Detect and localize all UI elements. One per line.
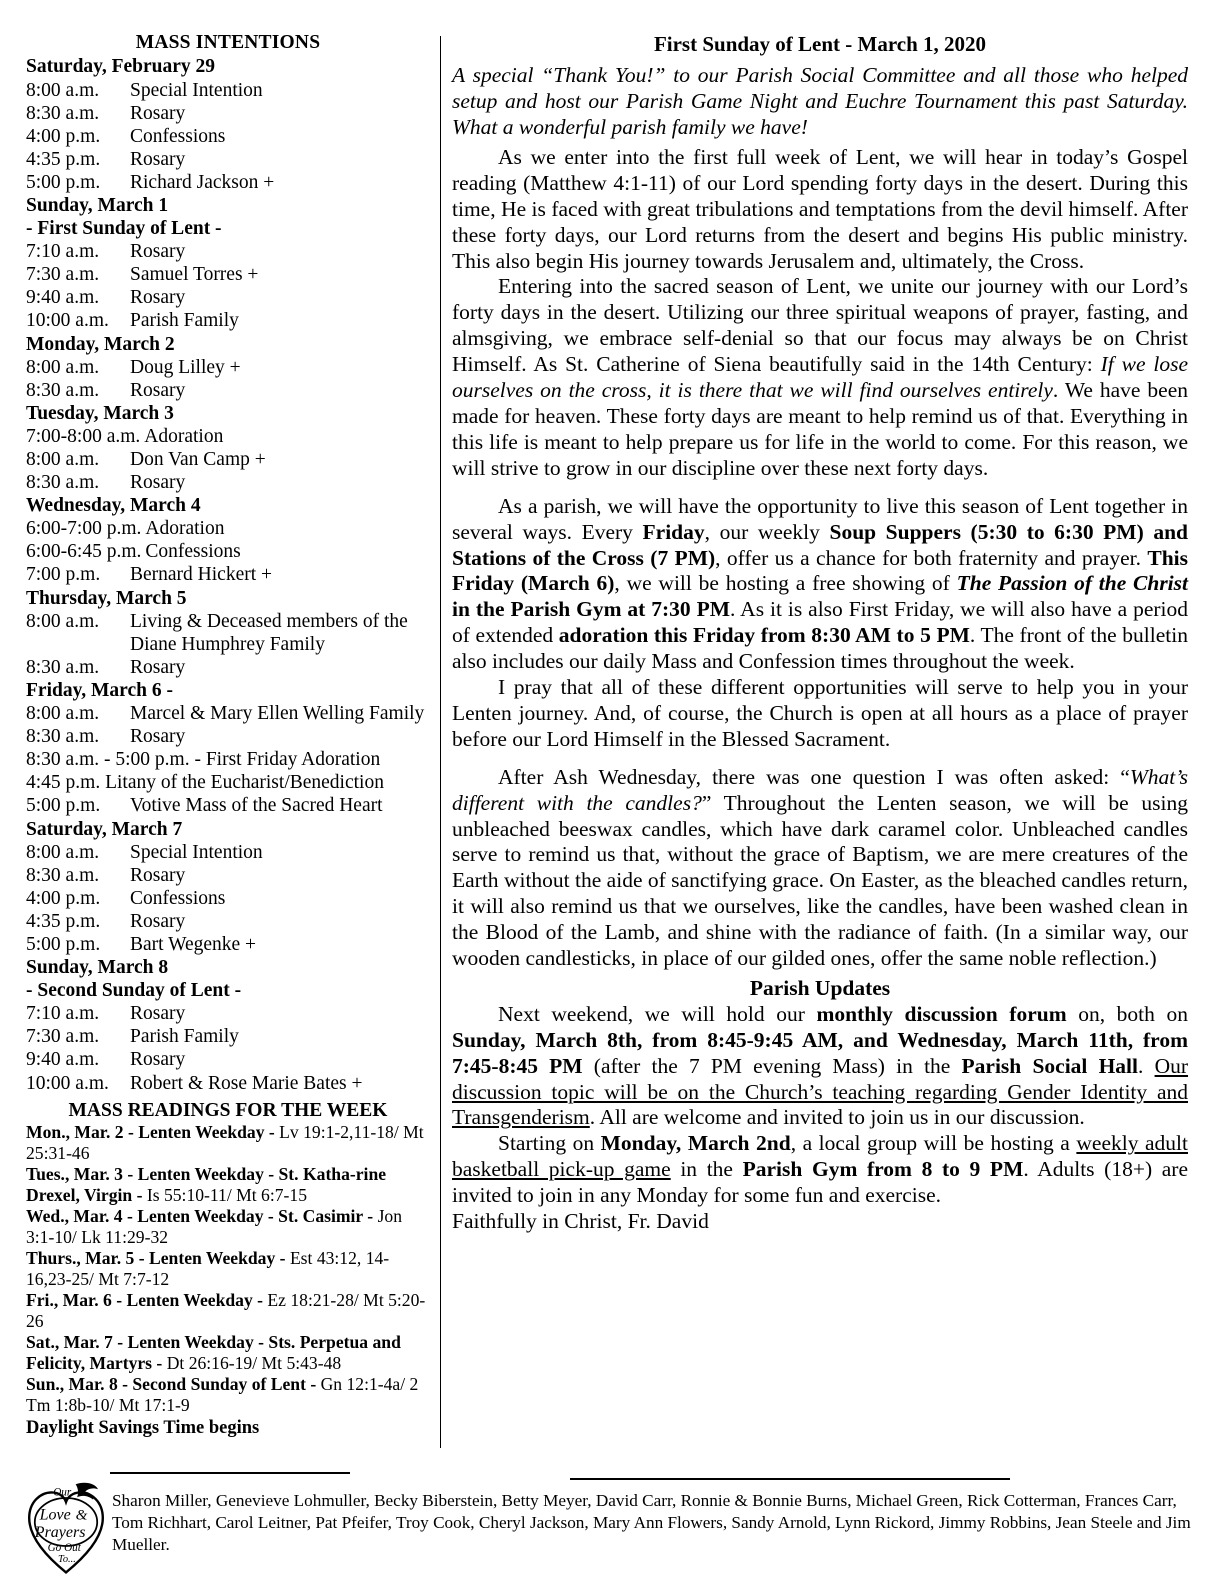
mass-intention-row xyxy=(26,1002,430,1025)
mass-intention-day-subtitle: - First Sunday of Lent - xyxy=(26,218,222,240)
para7-t1: Starting on xyxy=(498,1131,601,1156)
mass-intention-row xyxy=(26,563,430,586)
mass-reading-item xyxy=(26,1332,430,1374)
mass-intention-description: Adoration xyxy=(145,518,225,540)
para6-t3: (after the 7 PM evening Mass) in the xyxy=(582,1053,962,1078)
mass-intention-time: 5:00 p.m. xyxy=(26,933,101,955)
mass-intention-row xyxy=(26,356,430,379)
mass-reading-label: Tues., Mar. 3 - Lenten Weekday - St. Katha-rine Drexel, Virgin - xyxy=(26,1164,387,1206)
para7-gym-bold: Parish Gym from 8 to 9 PM xyxy=(742,1157,1024,1182)
mass-intention-row xyxy=(26,887,430,910)
daylight-savings-note: Daylight Savings Time begins xyxy=(26,1418,260,1439)
para3-friday-bold: Friday xyxy=(642,519,705,544)
logo-line-5: To... xyxy=(58,1554,76,1565)
para3-t2: , our weekly xyxy=(704,519,830,544)
mass-intention-day-heading: Wednesday, March 4 xyxy=(26,495,201,517)
footer-rule-left xyxy=(110,1472,350,1474)
mass-intention-description: Robert & Rose Marie Bates + xyxy=(130,1072,363,1094)
para3-t3: , offer us a chance for both fraternity and prayer. xyxy=(715,545,1148,570)
paragraph-gospel-reading: As we enter into the first full week of Lent, we will hear in today’s Gospel reading (Matthew 4:1-11) of our Lord spending forty days in the desert. During this time, He is faced with great tribulations and temptations from the devil himself. After these forty days, our Lord returns from the desert and begins His public ministry. This also begin His journey towards Jerusalem and, ultimately, the Cross. xyxy=(452,144,1188,273)
para6-dates-bold: Sunday, March 8th, from 8:45-9:45 AM, and Wednesday, March 11th, from 7:45-8:45 PM xyxy=(452,1027,1188,1078)
para7-t2: , a local group will be hosting a xyxy=(790,1131,1077,1156)
mass-intention-day-heading: Friday, March 6 - xyxy=(26,679,173,701)
mass-intention-description: Special Intention xyxy=(130,79,263,101)
mass-intention-time: 4:35 p.m. xyxy=(26,148,101,170)
para7-monday-bold: Monday, March 2nd xyxy=(600,1131,791,1156)
mass-intention-row xyxy=(26,448,430,471)
mass-intention-time: 8:30 a.m. xyxy=(26,864,100,886)
mass-intention-description: Special Intention xyxy=(130,841,263,863)
mass-intention-row xyxy=(26,540,430,563)
mass-intention-time: 6:00-6:45 p.m. xyxy=(26,541,142,563)
mass-reading-citation: Gn 12:1-4a/ 2 Tm 1:8b-10/ Mt 17:1-9 xyxy=(26,1374,419,1416)
para2-part1: Entering into the sacred season of Lent, we unite our journey with our Lord’s forty days in the desert. Utilizing our three spiritual weapons of prayer, fasting, and almsgiving, we embrace self-denial so that our focus may always be on Christ Himself. As St. Catherine of Siena beautifully said in the 14th Century: xyxy=(452,274,1188,377)
prayer-names-text: Sharon Miller, Genevieve Lohmuller, Becky Biberstein, Betty Meyer, David Carr, Ronnie & Bonnie Burns, Michael Green, Rick Cotterman, Frances Carr, Tom Richhart, Carol Leitner, Pat Pfeifer, Troy Cook, Cheryl Jackson, Mary Ann Flowers, Sandy Arnold, Lynn Rickord, Jimmy Robbins, Jean Steele and Jim Mueller. xyxy=(112,1491,1191,1554)
para3-t6: . The front of the bulletin also includes our daily Mass and Confession times throughout the week. xyxy=(452,623,1188,674)
signature-line: Faithfully in Christ, Fr. David xyxy=(452,1209,709,1234)
mass-intention-row xyxy=(26,286,430,309)
mass-intention-description: Rosary xyxy=(130,379,186,401)
mass-reading-citation: Est 43:12, 14-16,23-25/ Mt 7:7-12 xyxy=(26,1248,390,1290)
mass-intention-time: 8:00 a.m. xyxy=(26,610,100,632)
mass-intention-row xyxy=(26,171,430,194)
thank-you-note: A special “Thank You!” to our Parish Social Committee and all those who helped setup and host our Parish Game Night and Euchre Tournament this past Saturday. What a wonderful parish family we have! xyxy=(452,63,1188,139)
catherine-of-siena-quote: If we lose ourselves on the cross, it is there that we will find ourselves entirely xyxy=(452,352,1188,403)
mass-reading-label: Wed., Mar. 4 - Lenten Weekday - St. Casimir - xyxy=(26,1206,378,1227)
mass-intention-day-heading: Sunday, March 1 xyxy=(26,194,169,216)
mass-intention-description: Rosary xyxy=(130,1049,186,1071)
mass-intention-time: 8:30 a.m. xyxy=(26,656,100,678)
para3-adoration-bold: adoration this Friday from 8:30 AM to 5 PM xyxy=(558,623,970,648)
para3-soup-suppers-bold: Soup Suppers (5:30 to 6:30 PM) and Stations of the Cross (7 PM) xyxy=(452,519,1188,570)
mass-intention-description: Rosary xyxy=(130,148,186,170)
mass-intention-row xyxy=(26,910,430,933)
mass-intention-day-heading: Sunday, March 8 xyxy=(26,957,169,979)
mass-intention-row xyxy=(26,864,430,887)
mass-reading-citation: Lv 19:1-2,11-18/ Mt 25:31-46 xyxy=(26,1122,424,1164)
mass-intention-description: Bart Wegenke + xyxy=(130,933,257,955)
paragraph-sacred-season xyxy=(452,274,1188,481)
mass-intention-time: 10:00 a.m. xyxy=(26,1072,109,1094)
page-title: First Sunday of Lent - March 1, 2020 xyxy=(653,32,987,56)
mass-reading-label: Fri., Mar. 6 - Lenten Weekday - xyxy=(26,1290,268,1311)
mass-intention-time: 8:00 a.m. xyxy=(26,841,100,863)
right-column xyxy=(452,32,1188,1235)
mass-intention-description: Confessions xyxy=(130,887,226,909)
mass-intention-time: 4:00 p.m. xyxy=(26,887,101,909)
mass-reading-citation: Ez 18:21-28/ Mt 5:20-26 xyxy=(26,1290,426,1332)
mass-intention-row xyxy=(26,702,430,725)
logo-ampersand: & xyxy=(75,1506,88,1524)
heart-with-dove-logo xyxy=(26,1478,106,1578)
mass-intention-row xyxy=(26,471,430,494)
mass-intention-description: Rosary xyxy=(130,102,186,124)
para3-t1: As a parish, we will have the opportunity to live this season of Lent together in several ways. Every xyxy=(452,493,1188,544)
para6-social-hall-bold: Parish Social Hall xyxy=(961,1053,1138,1078)
para3-gym-time-bold: in the Parish Gym at 7:30 PM xyxy=(452,597,731,622)
mass-intention-time: 4:00 p.m. xyxy=(26,125,101,147)
mass-intention-description: Rosary xyxy=(130,864,186,886)
prayer-list-footer xyxy=(26,1478,1198,1578)
mass-intention-row xyxy=(26,933,430,956)
parish-updates-heading: Parish Updates xyxy=(749,976,891,1000)
mass-reading-label: Thurs., Mar. 5 - Lenten Weekday - xyxy=(26,1248,290,1269)
mass-intention-row xyxy=(26,79,430,102)
mass-intention-row xyxy=(26,1072,430,1095)
mass-intention-time: 7:30 a.m. xyxy=(26,1026,100,1048)
logo-line-4: Go Out xyxy=(47,1541,81,1554)
mass-intention-row xyxy=(26,794,430,817)
mass-intention-row xyxy=(26,263,430,286)
mass-intention-row xyxy=(26,656,430,679)
para7-t3: in the xyxy=(670,1157,743,1182)
mass-intention-day-heading: Saturday, March 7 xyxy=(26,818,183,840)
mass-intention-time: 7:10 a.m. xyxy=(26,1003,100,1025)
mass-intention-row xyxy=(26,725,430,748)
mass-readings-list xyxy=(26,1122,430,1416)
paragraph-prayer-wish: I pray that all of these different opportunities will serve to help you in your Lenten journey. And, of course, the Church is open at all hours as a place of prayer before our Lord Himself in the Blessed Sacrament. xyxy=(452,675,1188,751)
para6-topic-underline: Our discussion topic will be on the Church’s teaching regarding Gender Identity and Transgenderism xyxy=(452,1053,1189,1130)
mass-intention-row xyxy=(26,309,430,332)
mass-intention-description: Parish Family xyxy=(130,1026,239,1048)
mass-intention-day-subtitle: - Second Sunday of Lent - xyxy=(26,980,242,1002)
mass-intention-description: Samuel Torres + xyxy=(130,264,259,286)
mass-intention-row xyxy=(26,102,430,125)
para3-t4: , we will be hosting a free showing of xyxy=(614,571,957,596)
mass-intention-time: 4:35 p.m. xyxy=(26,910,101,932)
para6-t2: on, both on xyxy=(1066,1001,1188,1026)
mass-intention-time: 9:40 a.m. xyxy=(26,1049,100,1071)
para6-t5: . All are welcome and invited to join us in our discussion. xyxy=(589,1105,1085,1130)
logo-line-2: Love xyxy=(39,1506,71,1524)
mass-intention-time: 5:00 p.m. xyxy=(26,795,101,817)
mass-intention-description: Rosary xyxy=(130,241,186,263)
mass-reading-item xyxy=(26,1248,430,1290)
mass-reading-citation: Jon 3:1-10/ Lk 11:29-32 xyxy=(26,1206,403,1248)
mass-reading-item xyxy=(26,1164,430,1206)
mass-intention-description: Adoration xyxy=(144,425,224,447)
mass-intention-description: Votive Mass of the Sacred Heart xyxy=(130,795,383,817)
mass-intention-description: Parish Family xyxy=(130,310,239,332)
para2-part2: . We have been made for heaven. These forty days are meant to help remind us of that. Everything in this life is meant to help prepare us for life in the world to come. For this reason, we will strive to grow in our discipline over these next forty days. xyxy=(452,378,1188,480)
mass-reading-item xyxy=(26,1374,430,1416)
mass-intention-time: 7:30 a.m. xyxy=(26,264,100,286)
mass-intention-day-heading: Thursday, March 5 xyxy=(26,587,187,609)
para3-this-friday-bold: This Friday (March 6) xyxy=(452,545,1188,596)
mass-intention-description: Marcel & Mary Ellen Welling Family xyxy=(130,703,425,725)
column-divider xyxy=(440,36,441,1448)
mass-intention-description: Doug Lilley + xyxy=(130,356,241,378)
mass-intention-row xyxy=(26,748,430,771)
mass-intention-row xyxy=(26,517,430,540)
left-column xyxy=(26,32,430,1439)
mass-intention-description: Richard Jackson + xyxy=(130,171,275,193)
mass-intention-time: 8:30 a.m. xyxy=(26,102,100,124)
mass-intention-time: 4:45 p.m. Litany of the Eucharist/Benediction xyxy=(26,772,384,794)
mass-intention-description: Rosary xyxy=(130,656,186,678)
mass-reading-citation: Dt 26:16-19/ Mt 5:43-48 xyxy=(166,1353,342,1374)
mass-intention-description: Bernard Hickert + xyxy=(130,564,273,586)
mass-intention-continuation: Diane Humphrey Family xyxy=(130,633,325,655)
mass-intention-description: Confessions xyxy=(145,541,241,563)
mass-intentions-heading: MASS INTENTIONS xyxy=(135,32,321,53)
mass-intention-row xyxy=(26,771,430,794)
mass-intention-row xyxy=(26,379,430,402)
mass-intention-description: Rosary xyxy=(130,910,186,932)
mass-intention-time: 9:40 a.m. xyxy=(26,287,100,309)
mass-reading-citation: Is 55:10-11/ Mt 6:7-15 xyxy=(146,1185,307,1206)
mass-intention-description: Confessions xyxy=(130,125,226,147)
mass-reading-label: Sun., Mar. 8 - Second Sunday of Lent - xyxy=(26,1374,321,1395)
para6-t4: . xyxy=(1138,1053,1155,1078)
para5-candles-question: What’s different with the candles? xyxy=(452,764,1188,815)
mass-reading-label: Sat., Mar. 7 - Lenten Weekday - Sts. Perpetua and Felicity, Martyrs - xyxy=(26,1332,401,1374)
paragraph-lenten-opportunities xyxy=(452,494,1188,675)
paragraph-discussion-forum xyxy=(452,1002,1188,1132)
para5-t2: ” Throughout the Lenten season, we will be using unbleached beeswax candles, which have dark caramel color. Unbleached candles serve to remind us that, without the grace of Baptism, we are mere creatures of the Earth without the aide of sanctifying grace. On Easter, as the bleached candles return, it will also remind us that we ourselves, like the candles, have been washed clean in the Blood of the Lamb, and shine with the radiance of faith. (In a similar way, our wooden candlesticks, in place of our gilded ones, offer the same noble reflection.) xyxy=(452,790,1188,971)
mass-intention-time: 10:00 a.m. xyxy=(26,310,109,332)
mass-intention-row xyxy=(26,1048,430,1071)
mass-intention-time: 5:00 p.m. xyxy=(26,171,101,193)
mass-intention-day-heading: Saturday, February 29 xyxy=(26,56,216,78)
para7-t4: . Adults (18+) are invited to join in any Monday for some fun and exercise. xyxy=(452,1157,1189,1208)
mass-intention-row xyxy=(26,610,430,633)
mass-intention-row xyxy=(26,425,430,448)
mass-intention-day-heading: Tuesday, March 3 xyxy=(26,402,174,424)
mass-intention-description: Living & Deceased members of the xyxy=(130,610,408,632)
para3-movie-title: The Passion of the Christ xyxy=(956,571,1188,596)
mass-intention-day-heading: Monday, March 2 xyxy=(26,333,175,355)
logo-line-1: Our xyxy=(53,1486,72,1499)
mass-intention-time: 8:00 a.m. xyxy=(26,449,100,471)
paragraph-candles xyxy=(452,765,1188,972)
mass-intention-time: 7:00-8:00 a.m. xyxy=(26,425,141,447)
para6-t1: Next weekend, we will hold our xyxy=(498,1001,817,1026)
logo-line-3: Prayers xyxy=(34,1524,86,1542)
mass-intention-time: 8:30 a.m. xyxy=(26,379,100,401)
para6-forum-bold: monthly discussion forum xyxy=(816,1001,1067,1026)
mass-readings-heading: MASS READINGS FOR THE WEEK xyxy=(68,1099,388,1121)
mass-intention-time: 6:00-7:00 p.m. xyxy=(26,518,142,540)
mass-intention-description: Rosary xyxy=(130,726,186,748)
mass-intention-row xyxy=(26,148,430,171)
mass-intention-row xyxy=(26,1025,430,1048)
mass-intention-time: 8:00 a.m. xyxy=(26,79,100,101)
mass-intentions-list xyxy=(26,55,430,1094)
para3-t5: . As it is also First Friday, we will also have a period of extended xyxy=(452,597,1188,648)
mass-intention-description: Rosary xyxy=(130,287,186,309)
mass-intention-description: Rosary xyxy=(130,1003,186,1025)
mass-intention-time: 8:00 a.m. xyxy=(26,703,100,725)
mass-intention-time: 7:00 p.m. xyxy=(26,564,101,586)
mass-intention-row xyxy=(26,240,430,263)
mass-intention-row xyxy=(26,125,430,148)
mass-intention-description: Don Van Camp + xyxy=(130,449,266,471)
mass-intention-time: 8:30 a.m. xyxy=(26,726,100,748)
mass-reading-label: Mon., Mar. 2 - Lenten Weekday - xyxy=(26,1122,280,1143)
mass-intention-time: 8:30 a.m. xyxy=(26,472,100,494)
para5-t1: After Ash Wednesday, there was one question I was often asked: “ xyxy=(498,764,1130,789)
mass-reading-item xyxy=(26,1290,430,1332)
mass-reading-item xyxy=(26,1122,430,1164)
mass-intention-row xyxy=(26,841,430,864)
mass-intention-time: 8:00 a.m. xyxy=(26,356,100,378)
paragraph-basketball xyxy=(452,1131,1188,1209)
mass-intention-time: 7:10 a.m. xyxy=(26,241,100,263)
para7-basketball-underline: weekly adult basketball pick-up game xyxy=(452,1131,1188,1182)
mass-intention-description: Rosary xyxy=(130,472,186,494)
mass-reading-item xyxy=(26,1206,430,1248)
mass-intention-time: 8:30 a.m. - 5:00 p.m. - First Friday Adoration xyxy=(26,749,381,771)
